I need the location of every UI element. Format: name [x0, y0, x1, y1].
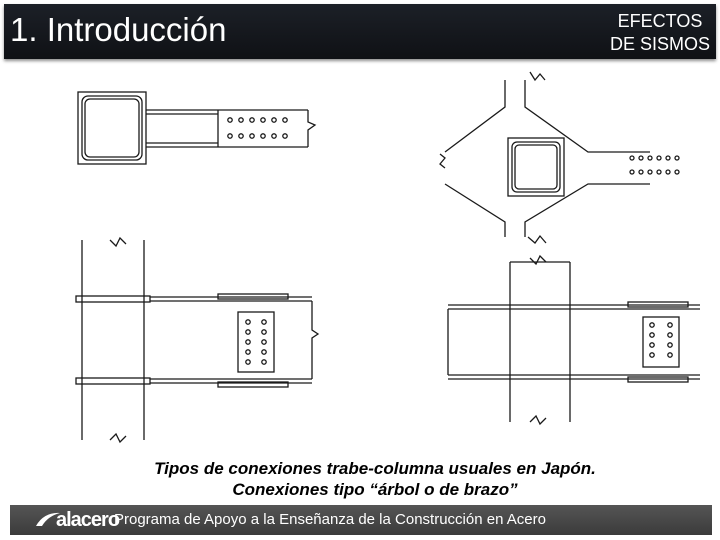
caption-line-1: Tipos de conexiones trabe-columna usuales en Japón. — [154, 459, 596, 478]
connection-drawings — [40, 62, 700, 452]
topic-line-1: EFECTOS — [617, 11, 703, 31]
topic-line-2: DE SISMOS — [609, 34, 710, 54]
caption-line-2: Conexiones tipo “árbol o de brazo” — [232, 480, 518, 499]
bolt-holes-bottom-left — [246, 320, 266, 364]
slide-header — [4, 4, 716, 59]
bolt-holes-top-right — [630, 156, 679, 174]
program-name: Programa de Apoyo a la Enseñanza de la Construcción en Acero — [114, 511, 546, 528]
figure-caption — [95, 458, 655, 500]
plan-view-column-stub-beam — [78, 92, 315, 164]
elevation-view-right — [448, 256, 700, 424]
logo-wordmark: alacero — [56, 509, 120, 531]
elevation-view-left — [76, 238, 318, 442]
bolt-holes-bottom-right — [650, 323, 672, 357]
plan-view-diamond-connection — [440, 72, 679, 243]
bolt-holes-top-left — [228, 118, 287, 138]
alacero-logo — [34, 508, 119, 532]
slide-footer — [10, 505, 712, 535]
slide-title: 1. Introducción — [10, 11, 227, 48]
topic-label — [610, 10, 710, 56]
